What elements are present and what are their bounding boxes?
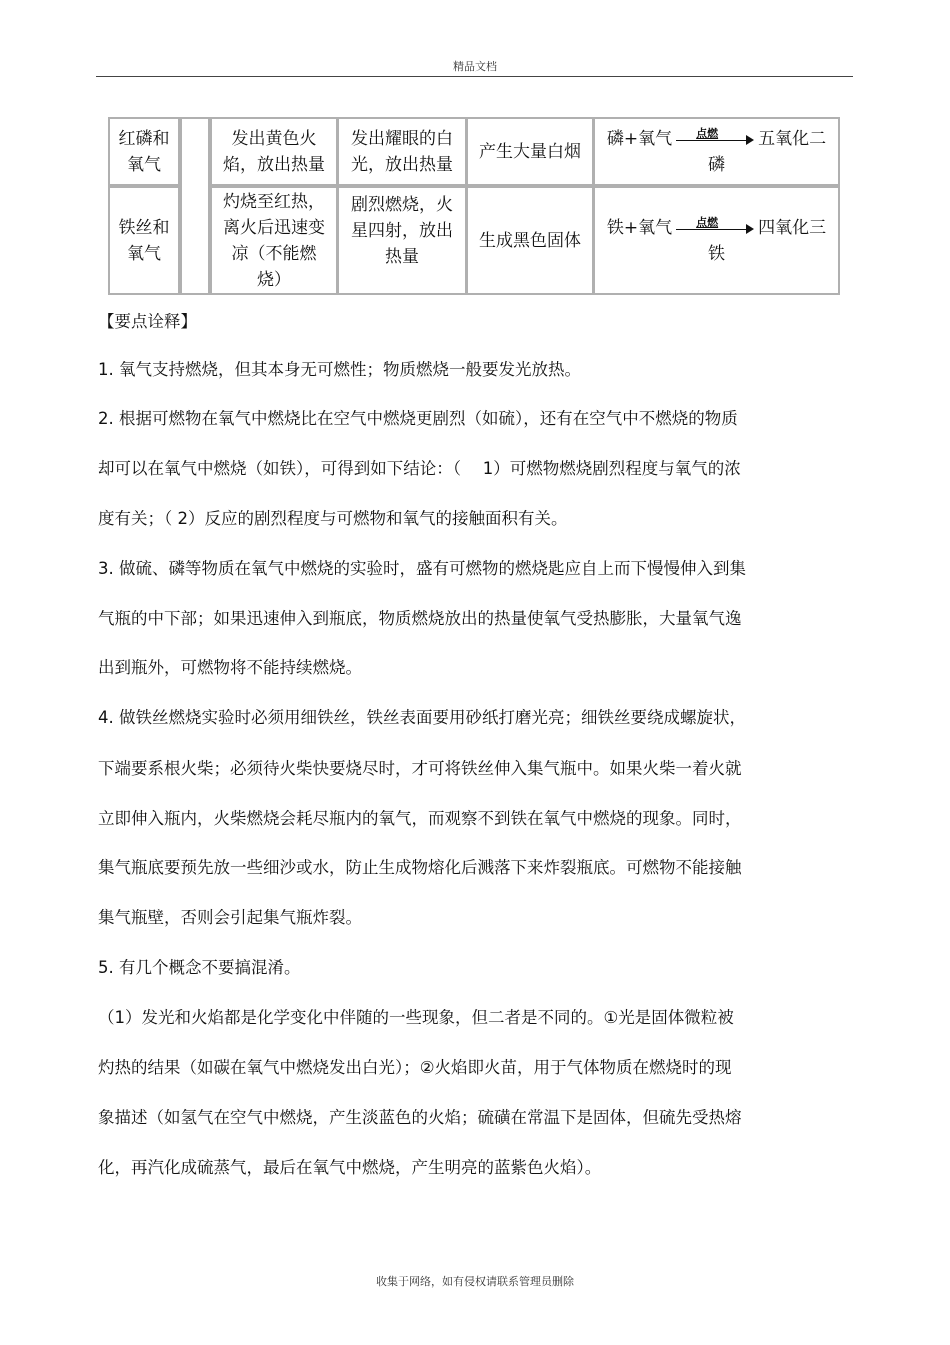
cell-text: 铁丝和 — [118, 217, 170, 238]
word-equation — [607, 215, 826, 267]
table-cell-product — [466, 117, 594, 186]
text-line: 集气瓶壁，否则会引起集气瓶炸裂。 — [98, 908, 362, 927]
equation-reactants: 铁+氧气 — [606, 217, 673, 238]
section-heading: 【要点诠释】 — [98, 312, 197, 331]
combustion-table — [108, 117, 840, 295]
cell-text: 剧烈燃烧，火 — [351, 195, 453, 215]
cell-text: 热量 — [385, 247, 419, 267]
table-cell-product — [466, 186, 594, 295]
cell-text: 生成黑色固体 — [479, 230, 581, 251]
cell-text: 凉（不能燃 — [231, 243, 317, 264]
text-line: 立即伸入瓶内，火柴燃烧会耗尽瓶内的氧气，而观察不到铁在氧气中燃烧的现象。同时， — [98, 809, 742, 828]
text-line: 灼热的结果（如碳在氧气中燃烧发出白光）；②火焰即火苗，用于气体物质在燃烧时的现 — [98, 1058, 732, 1077]
text-line: （1）发光和火焰都是化学变化中伴随的一些现象，但二者是不同的。①光是固体微粒被 — [98, 1008, 734, 1027]
reaction-condition: 点燃 — [696, 126, 719, 140]
text-line: 5. 有几个概念不要搞混淆。 — [98, 958, 301, 977]
reaction-arrow-icon — [676, 126, 754, 149]
cell-text: 产生大量白烟 — [479, 141, 581, 162]
reaction-condition: 点燃 — [696, 215, 719, 229]
cell-text: 氧气 — [127, 154, 161, 175]
word-equation — [607, 126, 826, 178]
header-divider — [96, 76, 853, 77]
text-line: 出到瓶外，可燃物将不能持续燃烧。 — [98, 658, 362, 677]
cell-text: 氧气 — [127, 243, 161, 264]
cell-text: 离火后迅速变 — [223, 217, 325, 238]
text-line: 集气瓶底要预先放一些细沙或水，防止生成物熔化后溅落下来炸裂瓶底。可燃物不能接触 — [98, 858, 742, 877]
table-cell-oxygen — [337, 186, 467, 295]
text-line: 度有关；（ 2）反应的剧烈程度与可燃物和氧气的接触面积有关。 — [98, 509, 568, 528]
equation-product-cont: 磷 — [708, 154, 725, 175]
table-cell-phenomenon — [210, 186, 338, 295]
cell-text: 焰，放出热量 — [223, 154, 325, 175]
page-header: 精品文档 — [453, 60, 497, 73]
table-cell-equation — [593, 117, 840, 186]
text-line: 4. 做铁丝燃烧实验时必须用细铁丝，铁丝表面要用砂纸打磨光亮；细铁丝要绕成螺旋状， — [98, 708, 746, 727]
equation-reactants: 磷+氧气 — [606, 128, 673, 149]
equation-product-cont: 铁 — [708, 243, 725, 264]
text-line: 3. 做硫、磷等物质在氧气中燃烧的实验时，盛有可燃物的燃烧匙应自上而下慢慢伸入到集 — [98, 559, 746, 578]
cell-text: 星四射，放出 — [351, 221, 453, 241]
cell-text: 红磷和 — [118, 128, 170, 149]
text-line: 象描述（如氢气在空气中燃烧，产生淡蓝色的火焰；硫磺在常温下是固体，但硫先受热熔 — [98, 1108, 742, 1127]
equation-product: 四氧化三 — [758, 217, 827, 238]
text-line: 化，再汽化成硫蒸气，最后在氧气中燃烧，产生明亮的蓝紫色火焰）。 — [98, 1158, 602, 1177]
cell-text: 灼烧至红热， — [223, 191, 325, 212]
table-cell-substance — [108, 186, 180, 295]
cell-text: 烧） — [257, 269, 291, 290]
text-line: 却可以在氧气中燃烧（如铁），可得到如下结论：（ 1）可燃物燃烧剧烈程度与氧气的浓 — [98, 459, 741, 478]
table-cell-oxygen — [337, 117, 467, 186]
text-line: 2. 根据可燃物在氧气中燃烧比在空气中燃烧更剧烈（如硫），还有在空气中不燃烧的物质 — [98, 409, 738, 428]
table-cell-substance — [108, 117, 180, 186]
reaction-arrow-icon — [676, 215, 754, 238]
table-cell-air — [180, 117, 210, 295]
cell-text: 发出耀眼的白 — [351, 128, 453, 149]
text-line: 下端要系根火柴；必须待火柴快要烧尽时，才可将铁丝伸入集气瓶中。如果火柴一着火就 — [98, 759, 742, 778]
table-cell-equation — [593, 186, 840, 295]
equation-product: 五氧化二 — [758, 128, 827, 149]
text-line: 气瓶的中下部；如果迅速伸入到瓶底，物质燃烧放出的热量使氧气受热膨胀，大量氧气逸 — [98, 609, 742, 628]
text-line: 1. 氧气支持燃烧，但其本身无可燃性；物质燃烧一般要发光放热。 — [98, 360, 581, 379]
table-cell-phenomenon — [210, 117, 338, 186]
page-footer: 收集于网络，如有侵权请联系管理员删除 — [376, 1275, 574, 1288]
cell-text: 光，放出热量 — [351, 154, 453, 175]
cell-text: 发出黄色火 — [231, 128, 317, 149]
